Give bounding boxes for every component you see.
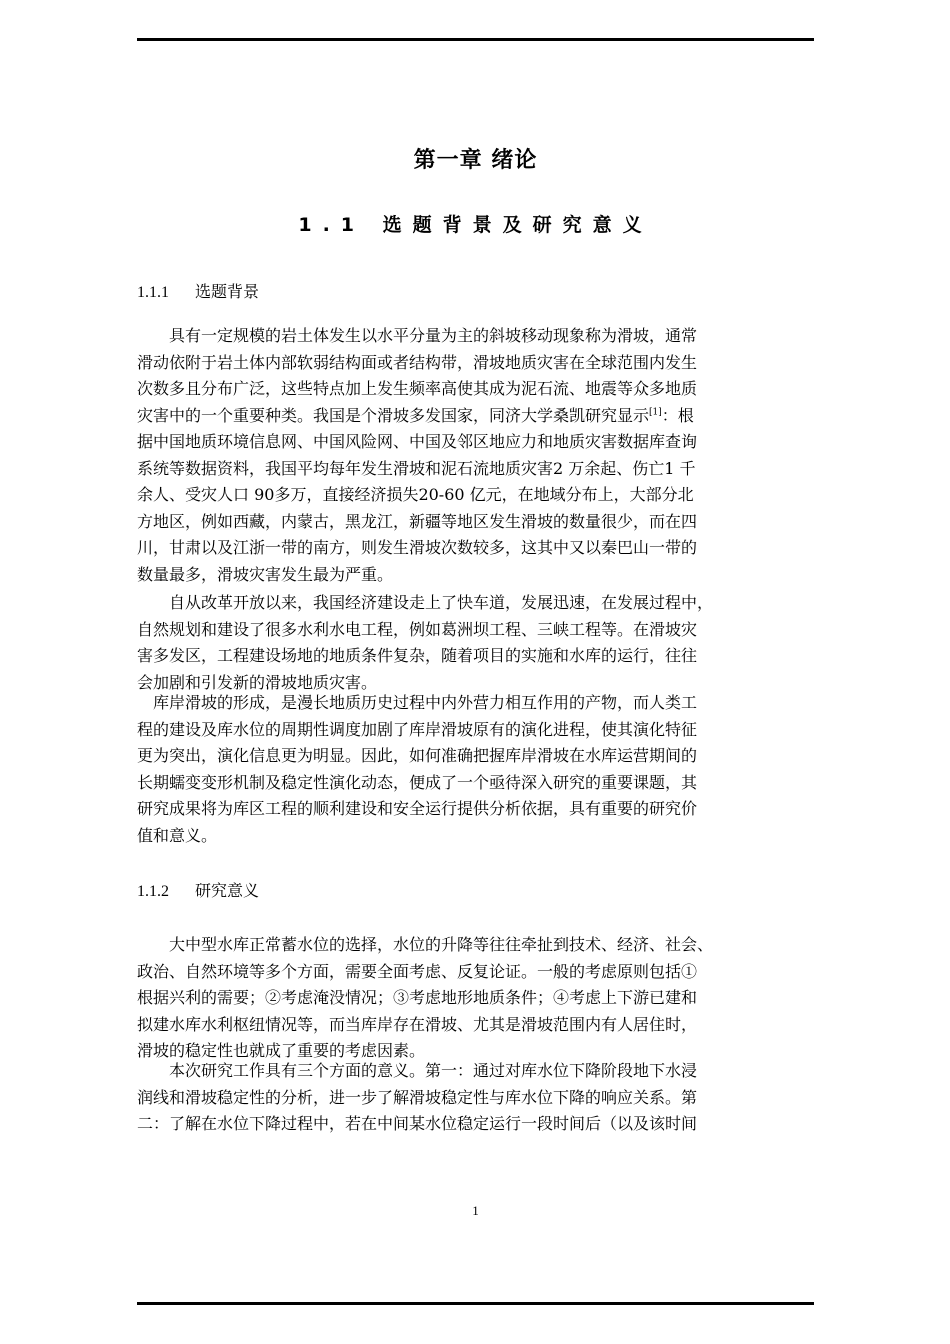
- text-line: 滑坡的稳定性也就成了重要的考虑因素。: [137, 1041, 426, 1060]
- subsection-number: 1.1.2: [137, 883, 169, 900]
- citation-ref[interactable]: [1]: [649, 407, 662, 418]
- paragraph-water-level: [137, 932, 827, 1065]
- subsection-title: 研究意义: [195, 881, 260, 900]
- text-line: 会加剧和引发新的滑坡地质灾害。: [137, 672, 378, 692]
- paragraph-landslide-definition: [137, 323, 827, 588]
- text-segment: ：根: [661, 405, 694, 425]
- subsection-heading-significance: [137, 878, 259, 901]
- text-line: 具有一定规模的岩土体发生以水平分量为主的斜坡移动现象称为滑坡，通常: [137, 326, 698, 345]
- text-segment: 灾害中的一个重要种类。我国是个滑坡多发国家，同济大学桑凯研究显示: [137, 405, 650, 425]
- subsection-title: 选题背景: [195, 282, 260, 301]
- text-line: 值和意义。: [137, 825, 218, 845]
- text-line: 二：了解在水位下降过程中，若在中间某水位稳定运行一段时间后（以及该时间: [137, 1114, 698, 1133]
- paragraph-reservoir-landslide: [137, 690, 827, 849]
- text-line: 本次研究工作具有三个方面的意义。第一：通过对库水位下降阶段地下水浸: [137, 1061, 698, 1080]
- text-line: [137, 403, 827, 430]
- text-line: 自从改革开放以来，我国经济建设走上了快车道，发展迅速，在发展过程中，: [137, 593, 714, 612]
- text-line: 大中型水库正常蓄水位的选择，水位的升降等往往牵扯到技术、经济、社会、: [137, 935, 714, 954]
- text-line: 拟建水库水利枢纽情况等，而当库岸存在滑坡、尤其是滑坡范围内有人居住时，: [137, 1014, 698, 1034]
- paragraph-research-significance: [137, 1058, 827, 1138]
- text-line: 库岸滑坡的形成，是漫长地质历史过程中内外营力相互作用的产物，而人类工: [137, 693, 698, 712]
- text-line: 害多发区，工程建设场地的地质条件复杂，随着项目的实施和水库的运行，往往: [137, 646, 698, 665]
- header-rule: [137, 38, 814, 41]
- text-line: 自然规划和建设了很多水利水电工程，例如葛洲坝工程、三峡工程等。在滑坡灾: [137, 619, 698, 639]
- text-line: 方地区，例如西藏，内蒙古，黑龙江，新疆等地区发生滑坡的数量很少，而在四: [137, 511, 698, 531]
- text-line: 据中国地质环境信息网、中国风险网、中国及邻区地应力和地质灾害数据库查询: [137, 432, 698, 451]
- page-number: 1: [472, 1203, 479, 1218]
- text-line: 根据兴利的需要；②考虑淹没情况；③考虑地形地质条件；④考虑上下游已建和: [137, 988, 698, 1007]
- text-line: 政治、自然环境等多个方面，需要全面考虑、反复论证。一般的考虑原则包括①: [137, 961, 698, 981]
- section-title: 1.1 选题背景及研究意义: [298, 214, 653, 236]
- text-line: 研究成果将为库区工程的顺利建设和安全运行提供分析依据，具有重要的研究价: [137, 799, 698, 818]
- text-line: 长期蠕变变形机制及稳定性演化动态，便成了一个亟待深入研究的重要课题，其: [137, 772, 698, 792]
- chapter-title: 第一章 绪论: [413, 148, 538, 173]
- text-line: 次数多且分布广泛，这些特点加上发生频率高使其成为泥石流、地震等众多地质: [137, 379, 698, 398]
- subsection-number: 1.1.1: [137, 284, 169, 301]
- text-line: 川，甘肃以及江浙一带的南方，则发生滑坡次数较多，这其中又以秦巴山一带的: [137, 538, 698, 557]
- text-line: 更为突出，演化信息更为明显。因此，如何准确把握库岸滑坡在水库运营期间的: [137, 746, 698, 765]
- paragraph-reform: [137, 590, 827, 696]
- text-line: 数量最多，滑坡灾害发生最为严重。: [137, 564, 394, 584]
- text-line: 系统等数据资料，我国平均每年发生滑坡和泥石流地质灾害2 万余起、伤亡1 千: [137, 458, 696, 478]
- text-line: 程的建设及库水位的周期性调度加剧了库岸滑坡原有的演化进程，使其演化特征: [137, 719, 698, 739]
- text-line: 滑动依附于岩土体内部软弱结构面或者结构带，滑坡地质灾害在全球范围内发生: [137, 352, 698, 372]
- subsection-heading-background: [137, 279, 259, 302]
- footer-rule: [137, 1302, 814, 1305]
- text-line: 余人、受灾人口 90多万，直接经济损失20-60 亿元，在地域分布上，大部分北: [137, 485, 694, 504]
- text-line: 润线和滑坡稳定性的分析，进一步了解滑坡稳定性与库水位下降的响应关系。第: [137, 1087, 698, 1107]
